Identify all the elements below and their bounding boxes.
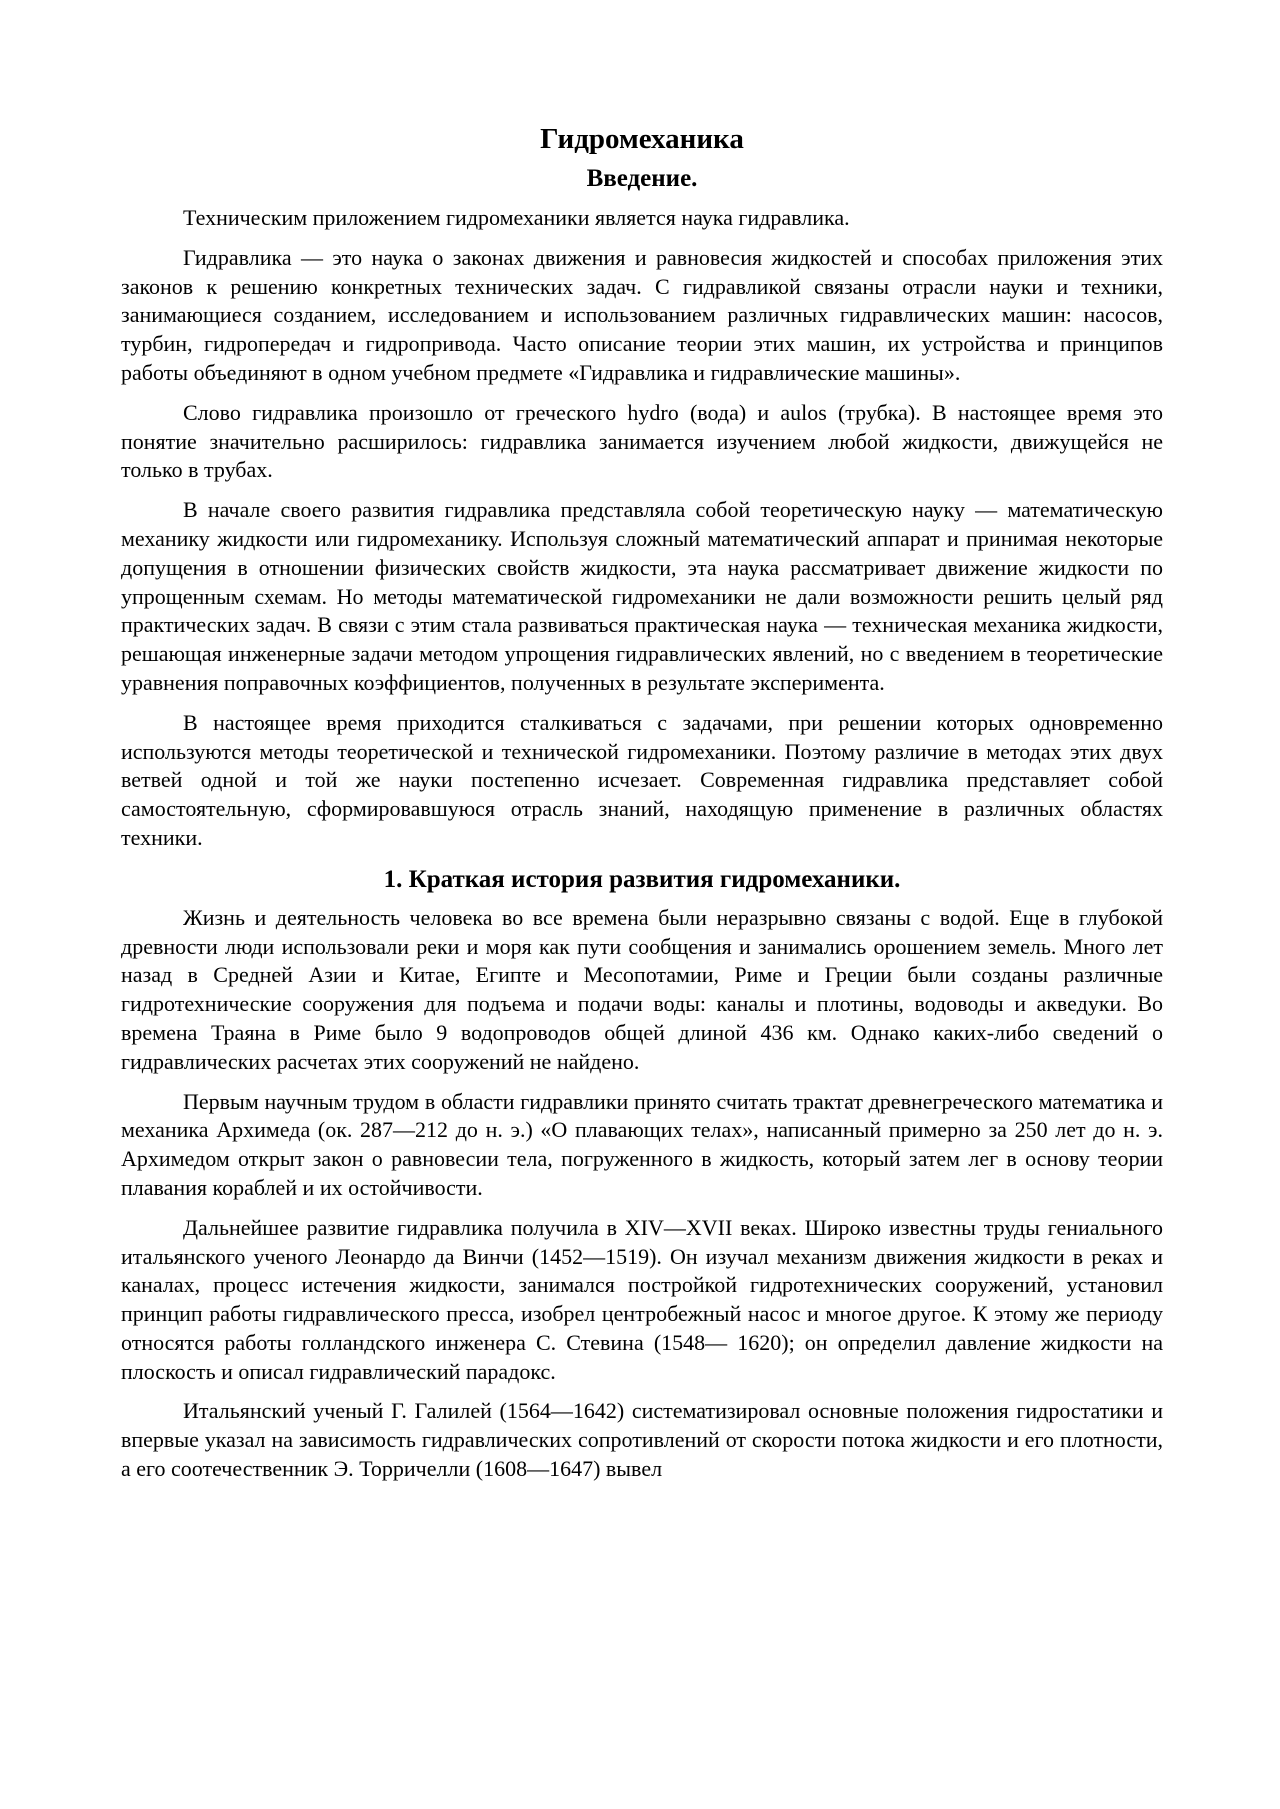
paragraph: Итальянский ученый Г. Галилей (1564—1642) систематизировал основные положения гидростатики и впервые указал на зависимость гидравлических сопротивлений от скорости потока жидкости и его плотности, а его соотечественник Э. Торричелли (1608—1647) вывел [121,1398,1163,1482]
paragraph: Дальнейшее развитие гидравлика получила в XIV—XVII веках. Широко известны труды гениального итальянского ученого Леонардо да Винчи (1452—1519). Он изучал механизм движения жидкости в реках и каналах, процесс истечения жидкости, занимался постройкой гидротехнических сооружений, установил принцип работы гидравлического пресса, изобрел центробежный насос и многое другое. К этому же периоду относятся работы голландского инженера С. Стевина (1548— 1620); он определил давление жидкости на плоскость и описал гидравлический парадокс. [121,1214,1163,1384]
paragraph: В начале своего развития гидравлика представляла собой теоретическую науку — математическую механику жидкости или гидромеханику. Используя сложный математический аппарат и принимая некоторые допущения в отношении физических свойств жидкости, эта наука рассматривает движение жидкости по упрощенным схемам. Но методы математической гидромеханики не дали возможности решить целый ряд практических задач. В связи с этим стала развиваться практическая наука — техническая механика жидкости, решающая инженерные задачи методом упрощения гидравлических явлений, но с введением в теоретические уравнения поправочных коэффициентов, полученных в результате эксперимента. [121,497,1163,695]
paragraph: В настоящее время приходится сталкиваться с задачами, при решении которых одновременно используются методы теоретической и технической гидромеханики. Поэтому различие в методах этих двух ветвей одной и той же науки постепенно исчезает. Современная гидравлика представляет собой самостоятельную, сформировавшуюся отрасль знаний, находящую применение в различных областях техники. [121,709,1163,850]
paragraph: Первым научным трудом в области гидравлики принято считать трактат древнегреческого математика и механика Архимеда (ок. 287—212 до н. э.) «О плавающих телах», написанный примерно за 250 лет до н. э. Архимедом открыт закон о равновесии тела, погруженного в жидкость, который затем лег в основу теории плавания кораблей и их остойчивости. [121,1088,1163,1200]
paragraph: Слово гидравлика произошло от греческого hydro (вода) и aulos (трубка). В настоящее время это понятие значительно расширилось: гидравлика занимается изучением любой жидкости, движущейся не только в трубах. [121,399,1163,483]
paragraph: Техническим приложением гидромеханики является наука гидравлика. [183,205,850,230]
paragraph: Гидравлика — это наука о законах движения и равновесия жидкостей и способах приложения этих законов к решению конкретных технических задач. С гидравликой связаны отрасли науки и техники, занимающиеся созданием, исследованием и использованием различных гидравлических машин: насосов, турбин, гидропередач и гидропривода. Часто описание теории этих машин, их устройства и принципов работы объединяют в одном учебном предмете «Гидравлика и гидравлические машины». [121,244,1163,385]
intro-heading: Введение. [586,165,698,192]
document-page [121,122,1163,1495]
paragraph: Жизнь и деятельность человека во все времена были неразрывно связаны с водой. Еще в глубокой древности люди использовали реки и моря как пути сообщения и занимались орошением земель. Много лет назад в Средней Азии и Китае, Египте и Месопотамии, Риме и Греции были созданы различные гидротехнические сооружения для подъема и подачи воды: каналы и плотины, водоводы и акведуки. Во времена Траяна в Риме было 9 водопроводов общей длиной 436 км. Однако каких-либо сведений о гидравлических расчетах этих сооружений не найдено. [121,904,1163,1074]
section-heading: 1. Краткая история развития гидромеханики. [383,865,901,893]
document-title: Гидромеханика [540,123,744,155]
